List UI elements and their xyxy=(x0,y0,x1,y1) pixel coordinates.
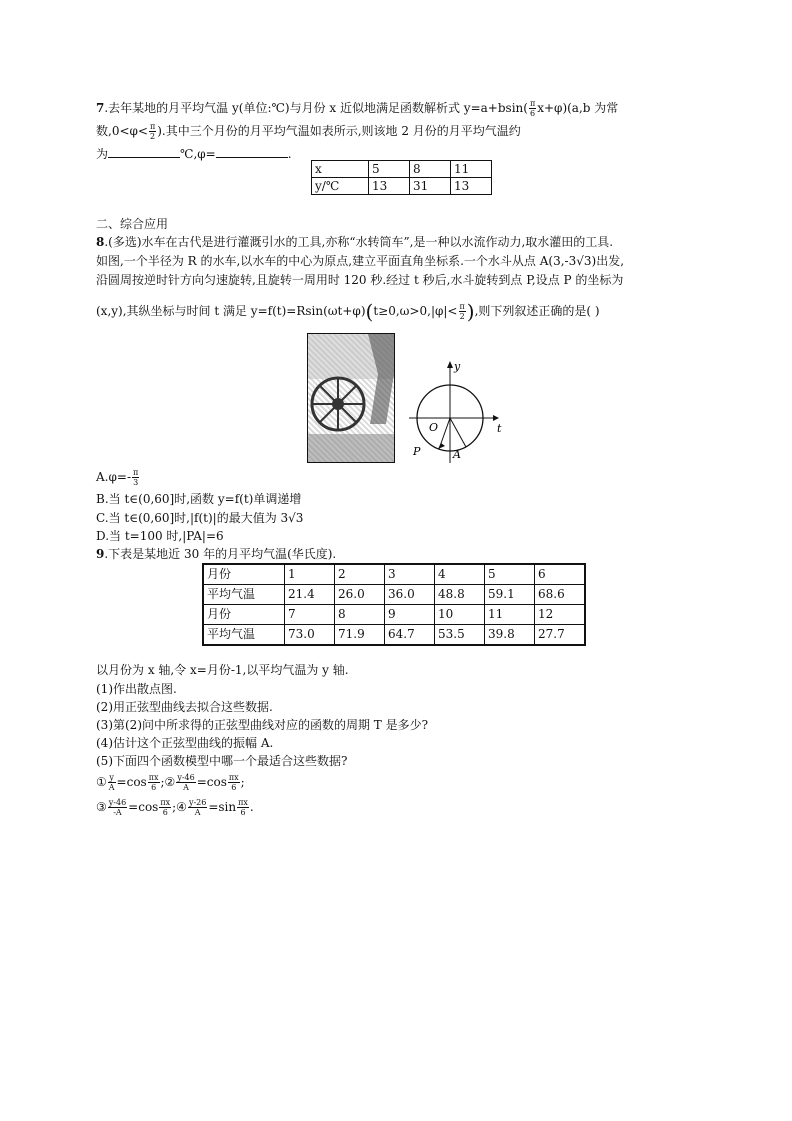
fraction: $\frac{\pi}{2}$ xyxy=(149,122,156,141)
q8-line1: 8.(多选)水车在古代是进行灌溉引水的工具,亦称“水转筒车”,是一种以水流作动力,取水灌田的工具. xyxy=(96,235,614,249)
answer-blank-1[interactable] xyxy=(108,145,180,158)
q9-sub-2: (2)用正弦型曲线去拟合这些数据. xyxy=(96,700,273,714)
y-axis-label: y xyxy=(454,360,461,373)
t-axis-label: t xyxy=(497,422,502,435)
q9-models-line1: ① $\frac{y}{A}$ =cos $\frac{\pi x}{6}$ ;② $\frac{y-46}{A}$ =cos $\frac{\pi x}{6}$ ; xyxy=(96,773,245,792)
table-row: 月份 1 2 3 4 5 6 xyxy=(203,564,585,585)
fraction: $\frac{\pi}{6}$ xyxy=(529,99,536,118)
q9-intro: 以月份为 x 轴,令 x=月份-1,以平均气温为 y 轴. xyxy=(96,663,349,677)
q8-option-b: B.当 t∈(0,60]时,函数 y=f(t)单调递增 xyxy=(96,492,302,506)
table-row: 平均气温 73.0 71.9 64.7 53.5 39.8 27.7 xyxy=(203,625,585,646)
table-row: 月份 7 8 9 10 11 12 xyxy=(203,605,585,625)
coordinate-diagram xyxy=(405,358,505,468)
q9-table xyxy=(202,563,586,646)
q8-line2: 如图,一个半径为 R 的水车,以水车的中心为原点,建立平面直角坐标系.一个水斗从点 A(3,-3√3)出发, xyxy=(96,254,625,268)
q7-line3: 为 ℃,φ= . xyxy=(96,147,292,161)
q9-number: 9 xyxy=(96,547,105,561)
q8-line3: 沿圆周按逆时针方向匀速旋转,且旋转一周用时 120 秒.经过 t 秒后,水斗旋转到点 P,设点 P 的坐标为 xyxy=(96,273,624,287)
q7-line1: 7.去年某地的月平均气温 y(单位:℃)与月份 x 近似地满足函数解析式 y=a+bsin( $\frac{\pi}{6}$ x+φ)(a,b 为常 xyxy=(96,99,619,118)
point-p-label: P xyxy=(413,445,421,458)
q8-number: 8 xyxy=(96,235,105,249)
q9-models-line2: ③ $\frac{y-46}{-A}$ =cos $\frac{\pi x}{6}$ ;④ $\frac{y-26}{A}$ =sin $\frac{\pi x}{6}$ . xyxy=(96,798,254,817)
q7-table xyxy=(311,160,492,195)
origin-label: O xyxy=(429,421,439,434)
water-wheel-photo xyxy=(307,333,395,463)
q7-number: 7 xyxy=(96,101,105,115)
q9-sub-3: (3)第(2)问中所求得的正弦型曲线对应的函数的周期 T 是多少? xyxy=(96,718,429,732)
q8-option-d: D.当 t=100 时,|PA|=6 xyxy=(96,529,224,543)
answer-blank-2[interactable] xyxy=(216,145,288,158)
q9-sub-5: (5)下面四个函数模型中哪一个最适合这些数据? xyxy=(96,754,348,768)
q7-line2: 数,0<φ< $\frac{\pi}{2}$ ).其中三个月份的月平均气温如表所示,则该地 2 月份的月平均气温约 xyxy=(96,122,521,141)
q8-option-a: A.φ=- $\frac{\pi}{3}$ xyxy=(96,468,139,487)
table-row: 平均气温 21.4 26.0 36.0 48.8 59.1 68.6 xyxy=(203,585,585,605)
q9-sub-4: (4)估计这个正弦型曲线的振幅 A. xyxy=(96,736,274,750)
section-heading: 二、综合应用 xyxy=(96,217,169,231)
table-row: x 5 8 11 xyxy=(312,161,492,178)
q8-option-c: C.当 t∈(0,60]时,|f(t)|的最大值为 3√3 xyxy=(96,511,304,525)
q9-sub-1: (1)作出散点图. xyxy=(96,682,177,696)
point-a-label: A xyxy=(453,448,461,461)
table-row: y/℃ 13 31 13 xyxy=(312,178,492,195)
q8-line4: (x,y),其纵坐标与时间 t 满足 y=f(t)=Rsin(ωt+φ)(t≥0,ω>0,|φ|< $\frac{\pi}{2}$ ),则下列叙述正确的是( ) xyxy=(96,299,600,324)
q9-title: 9.下表是某地近 30 年的月平均气温(华氏度). xyxy=(96,547,337,561)
